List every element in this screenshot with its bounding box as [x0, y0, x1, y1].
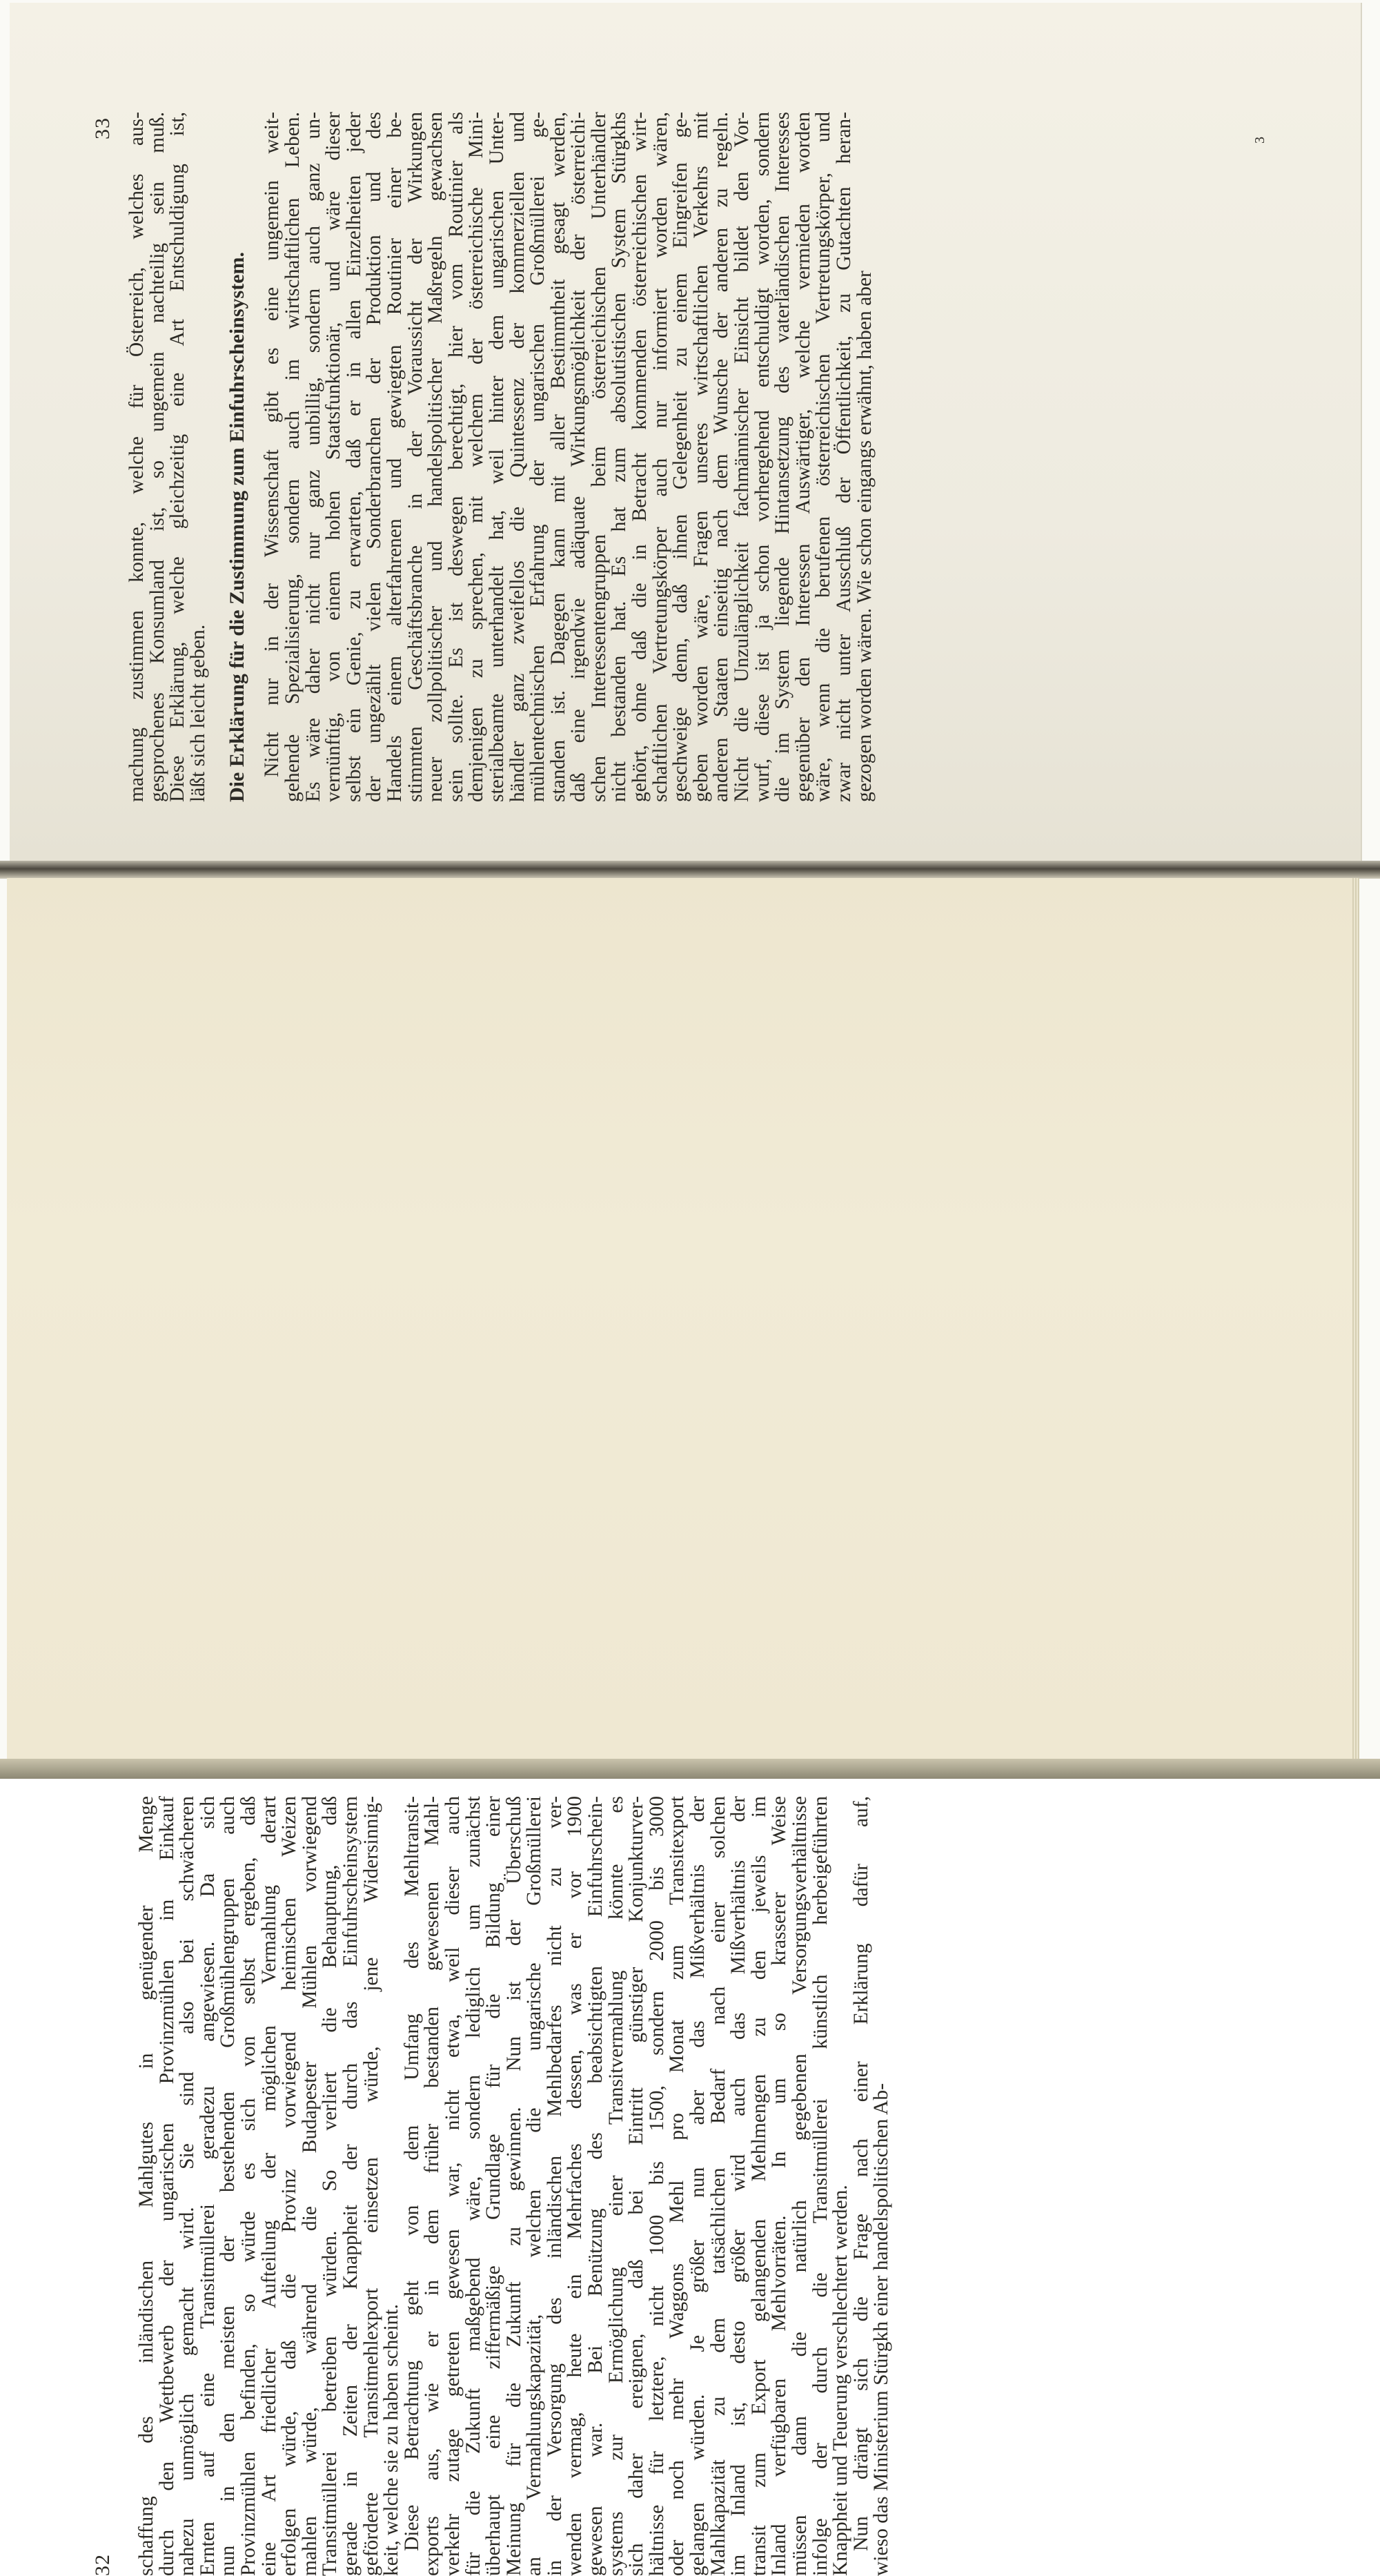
text-line: an Vermahlungskapazität, welchen die ungarische Großmüllerei — [523, 1796, 546, 2576]
section-heading: Die Erklärung für die Zustimmung zum Einfuhrscheinsystem. — [226, 251, 249, 802]
body-paragraph — [137, 1796, 402, 2576]
text-line: systems zur Ermöglichung einer Transitvermahlung könnte es — [604, 1796, 627, 2576]
page-33 — [10, 3, 1362, 863]
text-line: keit, welche sie zu haben scheint. — [380, 2303, 403, 2576]
text-line: machung zustimmen konnte, welche für Österreich, welches aus- — [126, 112, 148, 802]
text-line: sterialbeamte unterhandelt hat, weil hinter dem ungarischen Unter- — [485, 112, 508, 802]
text-line: geben worden wäre, Fragen unseres wirtschaftlichen Verkehrs mit — [689, 112, 712, 802]
text-line: schen Interessentengruppen beim österreichischen Unterhändler — [587, 112, 610, 802]
text-line: gezogen worden wären. Wie schon eingangs erwähnt, haben aber — [853, 271, 876, 802]
text-line: vernünftig, von einem hohen Staatsfunktionär, und wäre dieser — [322, 112, 345, 802]
text-line: Diese Betrachtung geht von dem Umfang des Mehltransit- — [400, 1796, 423, 2551]
text-line: wieso das Ministerium Stürgkh einer handelspolitischen Ab- — [870, 2083, 893, 2576]
page-32-text-frame — [91, 1796, 1213, 2576]
text-line: standen ist. Dagegen kann mit aller Bestimmtheit gesagt werden, — [546, 112, 569, 802]
body-paragraph — [851, 1796, 892, 2576]
text-line: Mahlkapazität zu dem tatsächlichen Bedarf nach einer solchen — [707, 1796, 729, 2576]
text-line: oder noch mehr Waggons Mehl pro Monat zum Transitexport — [666, 1796, 689, 2576]
text-line: überhaupt eine ziffermäßige Grundlage für die Bildung einer — [482, 1796, 505, 2576]
text-line: die im System liegende Hintansetzung des vaterländischen Interesses — [771, 112, 794, 802]
body-paragraph — [262, 112, 875, 802]
text-line: hältnisse für letztere, nicht 1000 bis 1500, sondern 2000 bis 3000 — [645, 1796, 668, 2576]
book-gutter — [0, 861, 1380, 879]
text-line: im Inland ist, desto größer wird auch das Mißverhältnis der — [727, 1796, 750, 2576]
page-edge-shadow — [0, 1759, 1380, 1779]
text-line: geschweige denn, daß ihnen Gelegenheit zu einem Eingreifen ge- — [669, 112, 692, 802]
text-line: nicht bestanden hat. Es hat zum absolutistischen System Stürgkhs — [608, 112, 631, 802]
text-line: gewesen war. Bei Benützung des beabsichtigten Einfuhrschein- — [584, 1796, 607, 2576]
text-line: zwar nicht unter Ausschluß der Öffentlichkeit, zu Gutachten heran- — [833, 112, 855, 802]
text-line: händler ganz zweifellos die Quintessenz der kommerziellen und — [506, 112, 529, 802]
text-line: schaftlichen Vertretungskörper auch nur informiert worden wären, — [649, 112, 671, 802]
signature-mark: 3 — [1252, 137, 1268, 144]
text-line: Es wäre daher nicht nur ganz unbillig, sondern auch ganz un- — [302, 112, 324, 802]
text-line: daß eine irgendwie adäquate Wirkungsmöglichkeit der österreichi- — [567, 112, 590, 802]
text-line: gerade in Zeiten der Knappheit der durch das Einfuhrscheinsystem — [339, 1796, 362, 2576]
text-line: gehört, ohne daß die in Betracht kommenden österreichischen wirt- — [629, 112, 651, 802]
text-line: Ernten auf eine Transitmüllerei geradezu angewiesen. Da sich — [196, 1796, 219, 2576]
text-line: gehende Spezialisierung, sondern auch im wirtschaftlichen Leben. — [281, 112, 304, 802]
page-32 — [7, 878, 1359, 2576]
text-line: nun in den meisten der bestehenden Großmühlengruppen auch — [217, 1796, 239, 2576]
text-line: Diese Erklärung, welche gleichzeitig eine Art Entschuldigung ist, — [166, 112, 189, 802]
text-line: gelangen würden. Je größer nun aber das Mißverhältnis der — [687, 1796, 709, 2576]
text-line: Nicht die Unzulänglichkeit fachmännischer Einsicht bildet den Vor- — [731, 112, 753, 802]
text-line: gesprochenes Konsumland ist, so ungemein nachteilig sein muß. — [146, 112, 168, 802]
text-line: sein sollte. Es ist deswegen berechtigt, hier vom Routinier als — [444, 112, 467, 802]
text-line: eine Art friedlicher Aufteilung der möglichen Vermahlung derart — [257, 1796, 280, 2576]
text-line: wurf, diese ist ja schon vorhergehend entschuldigt worden, sondern — [751, 112, 773, 802]
text-line: sich daher ereignen, daß bei Eintritt günstiger Konjunkturver- — [625, 1796, 648, 2576]
text-line: Handels einem alterfahrenen und gewiegten Routinier einer be- — [383, 112, 406, 802]
text-line: läßt sich leicht geben. — [186, 624, 209, 802]
text-line: exports aus, wie er in dem früher bestanden gewesenen Mahl- — [421, 1796, 444, 2576]
text-line: neuer zollpolitischer und handelspolitischer Maßregeln gewachsen — [424, 112, 447, 802]
text-line: wäre, wenn die berufenen österreichischen Vertretungskörper, und — [812, 112, 835, 802]
text-line: erfolgen würde, daß die Provinz vorwiegend heimischen Weizen — [278, 1796, 301, 2576]
text-line: nahezu unmöglich gemacht wird. Sie sind also bei schwächeren — [176, 1796, 199, 2576]
text-line: wenden vermag, heute ein Mehrfaches dessen, was er vor 1900 — [564, 1796, 586, 2576]
text-line: transit zum Export gelangenden Mehlmengen zu den jeweils im — [747, 1796, 770, 2576]
text-line: Nicht nur in der Wissenschaft gibt es eine ungemein weit- — [261, 112, 284, 777]
text-line: müssen dann die natürlich gegebenen Versorgungsverhältnisse — [789, 1796, 811, 2576]
text-line: durch den Wettbewerb der ungarischen Provinzmühlen im Einkauf — [155, 1796, 178, 2576]
page-number: 32 — [91, 2554, 114, 2576]
text-line: selbst ein Genie, zu erwarten, daß er in allen Einzelheiten jeder — [342, 112, 365, 802]
text-line: schaffung des inländischen Mahlgutes in genügender Menge — [135, 1796, 157, 2576]
body-paragraph — [402, 1796, 851, 2576]
text-line: demjenigen zu sprechen, mit welchem der österreichische Mini- — [465, 112, 488, 802]
text-line: für die Zukunft maßgebend wäre, sondern lediglich um zunächst — [462, 1796, 484, 2576]
page-33-text-frame — [91, 112, 1268, 802]
text-line: Inland verfügbaren Mehlvorräten. In um so krasserer Weise — [768, 1796, 791, 2576]
text-line: Transitmüllerei betreiben würden. So verliert die Behauptung, daß — [319, 1796, 342, 2576]
text-line: gegenüber den Interessen Auswärtiger, welche vermieden worden — [791, 112, 814, 802]
page-number: 33 — [91, 117, 114, 139]
text-line: anderen Staaten einseitig nach dem Wunsche der anderen zu regeln. — [710, 112, 733, 802]
text-line: in der Versorgung des inländischen Mehlbedarfes nicht zu ver- — [543, 1796, 566, 2576]
text-line: mahlen würde, während die Budapester Mühlen vorwiegend — [298, 1796, 321, 2576]
intro-paragraph — [127, 112, 208, 802]
text-line: verkehr zutage getreten gewesen war, nicht etwa, weil dieser auch — [441, 1796, 464, 2576]
text-line: geförderte Transitmehlexport einsetzen würde, jene Widersinnig- — [359, 1796, 382, 2576]
text-line: infolge der durch die Transitmüllerei künstlich herbeigeführten — [809, 1796, 831, 2576]
text-line: Provinzmühlen befinden, so würde es sich von selbst ergeben, daß — [237, 1796, 259, 2576]
text-line: Nun drängt sich die Frage nach einer Erklärung dafür auf, — [849, 1796, 872, 2551]
text-line: der ungezählt vielen Sonderbranchen der Produktion und des — [363, 112, 386, 802]
text-line: mühlentechnischen Erfahrung der ungarischen Großmüllerei ge- — [526, 112, 549, 802]
text-line: Meinung für die Zukunft zu gewinnen. Nun ist der Überschuß — [502, 1796, 525, 2576]
text-line: Knappheit und Teuerung verschlechtert werden. — [829, 2185, 852, 2576]
text-line: stimmten Geschäftsbranche in der Voraussicht der Wirkungen — [404, 112, 426, 802]
